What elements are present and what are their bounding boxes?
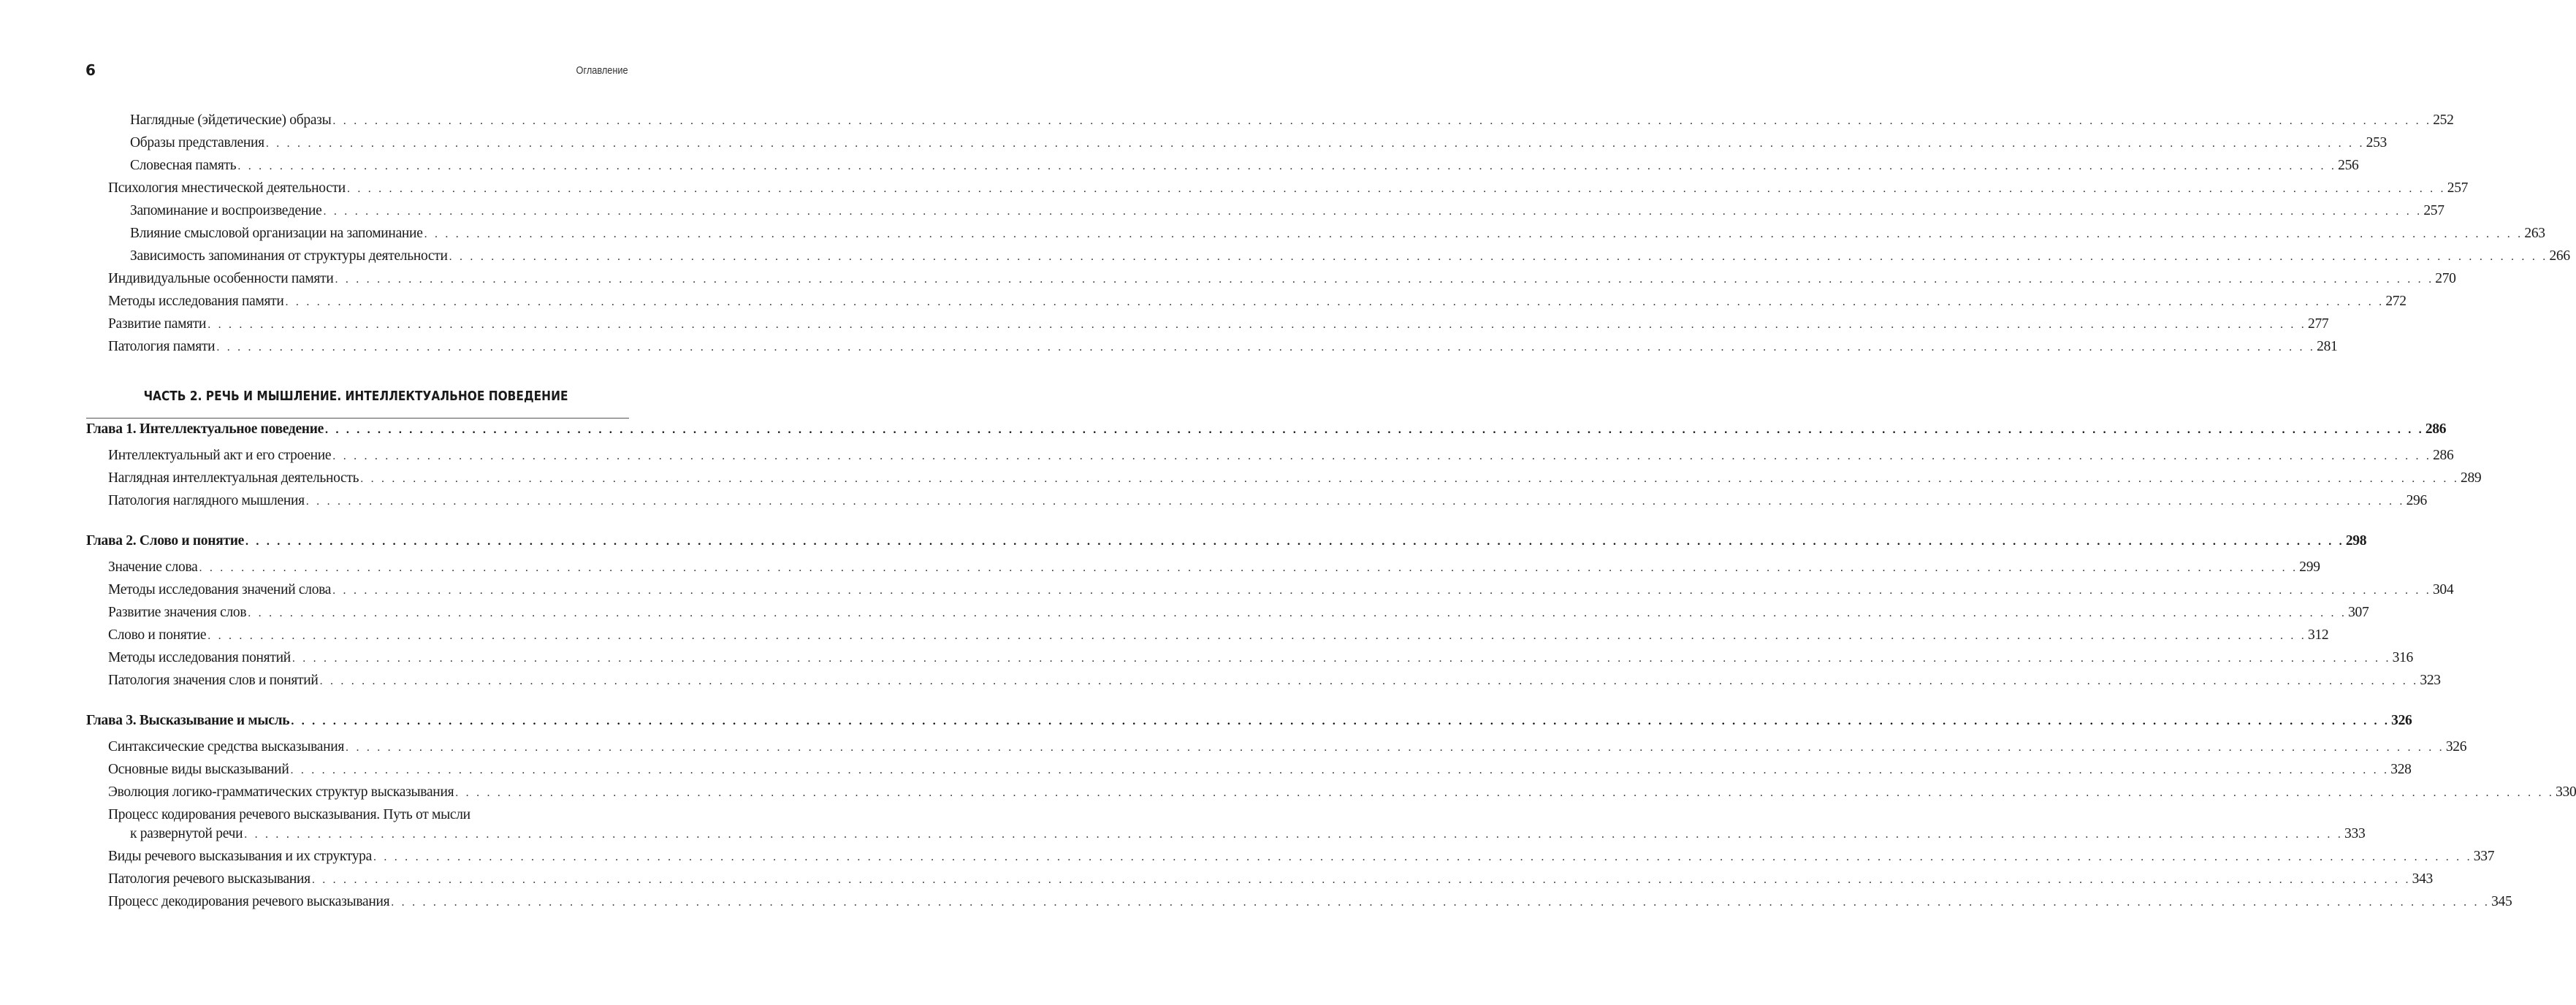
dot-leader: . . . . . . . . . . . . . . . . . . . . . . . . . . . . . . . . . . . . . . . . . . . . . . . . . . . . . . . . . . . . . . . . . . . . . . . . . . . . . . . . . . . . . . . . . . . . . . . . . . . . . . . . . . . . . . . . . . . . . . . . . . . . . . . . . . . . . . . . . . . . . . . . . . . . . . . . . . . . . . . . . . . . . . . . . . . . . . . . . . . . . . . . . . . . . . . . . . . . . . . . [244,828,2344,841]
toc-entry[interactable] [86,762,2412,784]
dot-leader: . . . . . . . . . . . . . . . . . . . . . . . . . . . . . . . . . . . . . . . . . . . . . . . . . . . . . . . . . . . . . . . . . . . . . . . . . . . . . . . . . . . . . . . . . . . . . . . . . . . . . . . . . . . . . . . . . . . . . . . . . . . . . . . . . . . . . . . . . . . . . . . . . . . . . . . . . . . . . . . . . . . . . . . . . . . . . . . . . . . . . . . . . . . . . . . . . . . . . . . . [391,896,2491,909]
toc-entry[interactable] [86,849,2495,871]
toc-entry-title: Значение слова [108,559,198,575]
toc-entry[interactable] [86,271,2456,294]
toc-page-number: 326 [2445,739,2467,754]
toc-page-number: 343 [2412,871,2434,887]
toc-section-part2 [86,421,2576,917]
toc-entry-title: Методы исследования памяти [108,294,284,309]
toc-page-number: 337 [2473,849,2495,864]
dot-leader: . . . . . . . . . . . . . . . . . . . . . . . . . . . . . . . . . . . . . . . . . . . . . . . . . . . . . . . . . . . . . . . . . . . . . . . . . . . . . . . . . . . . . . . . . . . . . . . . . . . . . . . . . . . . . . . . . . . . . . . . . . . . . . . . . . . . . . . . . . . . . . . . . . . . . . . . . . . . . . . . . . . . . . . . . . . . . . . . . . . . . . . . . . . . . . . . . . . . . . . . [449,251,2548,263]
toc-entry[interactable] [86,158,2359,180]
toc-entry[interactable] [86,316,2329,339]
toc-entry-title: Наглядная интеллектуальная деятельность [108,470,359,486]
dot-leader: . . . . . . . . . . . . . . . . . . . . . . . . . . . . . . . . . . . . . . . . . . . . . . . . . . . . . . . . . . . . . . . . . . . . . . . . . . . . . . . . . . . . . . . . . . . . . . . . . . . . . . . . . . . . . . . . . . . . . . . . . . . . . . . . . . . . . . . . . . . . . . . . . . . . . . . . . . . . . . . . . . . . . . . . . . . . . . . . . . . . . . . . . . . . . . . . . . . . . . . . [290,764,2390,776]
toc-page-number: 345 [2491,894,2512,909]
dot-leader: . . . . . . . . . . . . . . . . . . . . . . . . . . . . . . . . . . . . . . . . . . . . . . . . . . . . . . . . . . . . . . . . . . . . . . . . . . . . . . . . . . . . . . . . . . . . . . . . . . . . . . . . . . . . . . . . . . . . . . . . . . . . . . . . . . . . . . . . . . . . . . . . . . . . . . . . . . . . . . . . . . . . . . . . . . . . . . . . . . . . . . . . . . . . . . . . . . . . . . . . [335,273,2434,286]
toc-page-number: 316 [2392,650,2414,665]
dot-leader: . . . . . . . . . . . . . . . . . . . . . . . . . . . . . . . . . . . . . . . . . . . . . . . . . . . . . . . . . . . . . . . . . . . . . . . . . . . . . . . . . . . . . . . . . . . . . . . . . . . . . . . . . . . . . . . . . . . . . . . . . . . . . . . . . . . . . . . . . . . . . . . . . . . . . . . . . . . . . . . . . . . . . . . . . . . . . . . . . . . . . . . . . . . . . . . . . . . . . . . . [424,228,2523,240]
toc-entry[interactable] [86,871,2434,894]
toc-chapter-entry[interactable] [86,713,2412,739]
dot-leader: . . . . . . . . . . . . . . . . . . . . . . . . . . . . . . . . . . . . . . . . . . . . . . . . . . . . . . . . . . . . . . . . . . . . . . . . . . . . . . . . . . . . . . . . . . . . . . . . . . . . . . . . . . . . . . . . . . . . . . . . . . . . . . . . . . . . . . . . . . . . . . . . . . . . . . . . . . . . . . . . . . . . . . . . . . . . . . . . . . . . . . . . . . . . . . . . . . . . . . . . [291,715,2390,727]
toc-page-number: 298 [2345,533,2367,549]
running-title: Оглавление [576,64,628,77]
toc-entry[interactable] [86,180,2469,203]
toc-entry[interactable] [86,559,2320,582]
toc-page-number: 253 [2366,135,2388,150]
toc-page-number: 257 [2447,180,2469,196]
toc-entry-title: Слово и понятие [108,627,207,643]
toc-page-number: 299 [2299,559,2320,575]
toc-entry[interactable] [86,294,2407,316]
toc-entry-title: Глава 1. Интеллектуальное поведение [86,421,324,437]
toc-page-number: 286 [2433,448,2454,463]
toc-entry-title: Глава 3. Высказывание и мысль [86,713,290,728]
toc-entry[interactable] [86,248,2570,271]
toc-page-number: 333 [2344,826,2366,841]
toc-entry[interactable] [86,203,2444,226]
toc-page-number: 286 [2425,421,2447,437]
dot-leader: . . . . . . . . . . . . . . . . . . . . . . . . . . . . . . . . . . . . . . . . . . . . . . . . . . . . . . . . . . . . . . . . . . . . . . . . . . . . . . . . . . . . . . . . . . . . . . . . . . . . . . . . . . . . . . . . . . . . . . . . . . . . . . . . . . . . . . . . . . . . . . . . . . . . . . . . . . . . . . . . . . . . . . . . . . . . . . . . . . . . . . . . . . . . . . . . . . . . . . . . [291,652,2391,665]
toc-entry[interactable] [86,673,2441,695]
part-title-text: ЧАСТЬ 2. РЕЧЬ И МЫШЛЕНИЕ. ИНТЕЛЛЕКТУАЛЬНОЕ ПОВЕДЕНИЕ [143,389,568,404]
toc-entry[interactable] [86,739,2467,762]
dot-leader: . . . . . . . . . . . . . . . . . . . . . . . . . . . . . . . . . . . . . . . . . . . . . . . . . . . . . . . . . . . . . . . . . . . . . . . . . . . . . . . . . . . . . . . . . . . . . . . . . . . . . . . . . . . . . . . . . . . . . . . . . . . . . . . . . . . . . . . . . . . . . . . . . . . . . . . . . . . . . . . . . . . . . . . . . . . . . . . . . . . . . . . . . . . . . . . . . . . . . . . . [325,424,2424,436]
dot-leader: . . . . . . . . . . . . . . . . . . . . . . . . . . . . . . . . . . . . . . . . . . . . . . . . . . . . . . . . . . . . . . . . . . . . . . . . . . . . . . . . . . . . . . . . . . . . . . . . . . . . . . . . . . . . . . . . . . . . . . . . . . . . . . . . . . . . . . . . . . . . . . . . . . . . . . . . . . . . . . . . . . . . . . . . . . . . . . . . . . . . . . . . . . . . . . . . . . . . . . . . [323,205,2423,218]
toc-entry-title: Интеллектуальный акт и его строение [108,448,332,463]
toc-entry-title: Патология памяти [108,339,216,354]
toc-entry[interactable] [86,226,2545,248]
toc-page-number: 277 [2308,316,2329,332]
toc-entry-title: Влияние смысловой организации на запоминание [130,226,423,241]
toc-section-memory [86,112,2570,362]
toc-page-number: 330 [2556,784,2576,800]
toc-entry[interactable] [86,650,2414,673]
toc-entry-title-cont: к развернутой речи [130,826,243,841]
dot-leader: . . . . . . . . . . . . . . . . . . . . . . . . . . . . . . . . . . . . . . . . . . . . . . . . . . . . . . . . . . . . . . . . . . . . . . . . . . . . . . . . . . . . . . . . . . . . . . . . . . . . . . . . . . . . . . . . . . . . . . . . . . . . . . . . . . . . . . . . . . . . . . . . . . . . . . . . . . . . . . . . . . . . . . . . . . . . . . . . . . . . . . . . . . . . . . . . . . . . . . . . [311,874,2411,886]
toc-entry-title: Основные виды высказываний [108,762,289,777]
toc-entry-title: Эволюция логико-грамматических структур высказывания [108,784,454,800]
toc-page-number: 263 [2524,226,2545,241]
toc-page-number: 281 [2317,339,2338,354]
toc-entry-title: Методы исследования понятий [108,650,291,665]
dot-leader: . . . . . . . . . . . . . . . . . . . . . . . . . . . . . . . . . . . . . . . . . . . . . . . . . . . . . . . . . . . . . . . . . . . . . . . . . . . . . . . . . . . . . . . . . . . . . . . . . . . . . . . . . . . . . . . . . . . . . . . . . . . . . . . . . . . . . . . . . . . . . . . . . . . . . . . . . . . . . . . . . . . . . . . . . . . . . . . . . . . . . . . . . . . . . . . . . . . . . . . . [237,160,2337,172]
dot-leader: . . . . . . . . . . . . . . . . . . . . . . . . . . . . . . . . . . . . . . . . . . . . . . . . . . . . . . . . . . . . . . . . . . . . . . . . . . . . . . . . . . . . . . . . . . . . . . . . . . . . . . . . . . . . . . . . . . . . . . . . . . . . . . . . . . . . . . . . . . . . . . . . . . . . . . . . . . . . . . . . . . . . . . . . . . . . . . . . . . . . . . . . . . . . . . . . . . . . . . . . [360,473,2460,485]
toc-entry-title: Зависимость запоминания от структуры деятельности [130,248,448,264]
toc-entry-title: Патология значения слов и понятий [108,673,319,688]
dot-leader: . . . . . . . . . . . . . . . . . . . . . . . . . . . . . . . . . . . . . . . . . . . . . . . . . . . . . . . . . . . . . . . . . . . . . . . . . . . . . . . . . . . . . . . . . . . . . . . . . . . . . . . . . . . . . . . . . . . . . . . . . . . . . . . . . . . . . . . . . . . . . . . . . . . . . . . . . . . . . . . . . . . . . . . . . . . . . . . . . . . . . . . . . . . . . . . . . . . . . . . . [332,450,2432,462]
dot-leader: . . . . . . . . . . . . . . . . . . . . . . . . . . . . . . . . . . . . . . . . . . . . . . . . . . . . . . . . . . . . . . . . . . . . . . . . . . . . . . . . . . . . . . . . . . . . . . . . . . . . . . . . . . . . . . . . . . . . . . . . . . . . . . . . . . . . . . . . . . . . . . . . . . . . . . . . . . . . . . . . . . . . . . . . . . . . . . . . . . . . . . . . . . . . . . . . . . . . . . . . [207,630,2307,642]
toc-entry-line2 [108,826,2366,849]
toc-page-number: 266 [2549,248,2570,264]
toc-entry-title: Развитие значения слов [108,605,247,620]
toc-entry[interactable] [86,135,2388,158]
toc-entry-title: Синтаксические средства высказывания [108,739,345,754]
toc-entry-title: Развитие памяти [108,316,207,332]
toc-entry-title: Виды речевого высказывания и их структура [108,849,372,864]
dot-leader: . . . . . . . . . . . . . . . . . . . . . . . . . . . . . . . . . . . . . . . . . . . . . . . . . . . . . . . . . . . . . . . . . . . . . . . . . . . . . . . . . . . . . . . . . . . . . . . . . . . . . . . . . . . . . . . . . . . . . . . . . . . . . . . . . . . . . . . . . . . . . . . . . . . . . . . . . . . . . . . . . . . . . . . . . . . . . . . . . . . . . . . . . . . . . . . . . . . . . . . . [248,607,2347,619]
toc-page-number: 252 [2433,112,2454,128]
toc-entry-title: Запоминание и воспроизведение [130,203,322,218]
toc-entry-title: Патология речевого высказывания [108,871,310,887]
toc-entry[interactable] [86,493,2427,516]
toc-entry-title: Индивидуальные особенности памяти [108,271,334,286]
dot-leader: . . . . . . . . . . . . . . . . . . . . . . . . . . . . . . . . . . . . . . . . . . . . . . . . . . . . . . . . . . . . . . . . . . . . . . . . . . . . . . . . . . . . . . . . . . . . . . . . . . . . . . . . . . . . . . . . . . . . . . . . . . . . . . . . . . . . . . . . . . . . . . . . . . . . . . . . . . . . . . . . . . . . . . . . . . . . . . . . . . . . . . . . . . . . . . . . . . . . . . . . [346,741,2444,754]
toc-page-number: 272 [2385,294,2407,309]
dot-leader: . . . . . . . . . . . . . . . . . . . . . . . . . . . . . . . . . . . . . . . . . . . . . . . . . . . . . . . . . . . . . . . . . . . . . . . . . . . . . . . . . . . . . . . . . . . . . . . . . . . . . . . . . . . . . . . . . . . . . . . . . . . . . . . . . . . . . . . . . . . . . . . . . . . . . . . . . . . . . . . . . . . . . . . . . . . . . . . . . . . . . . . . . . . . . . . . . . . . . . . . [216,341,2316,354]
dot-leader: . . . . . . . . . . . . . . . . . . . . . . . . . . . . . . . . . . . . . . . . . . . . . . . . . . . . . . . . . . . . . . . . . . . . . . . . . . . . . . . . . . . . . . . . . . . . . . . . . . . . . . . . . . . . . . . . . . . . . . . . . . . . . . . . . . . . . . . . . . . . . . . . . . . . . . . . . . . . . . . . . . . . . . . . . . . . . . . . . . . . . . . . . . . . . . . . . . . . . . . . [265,137,2365,150]
toc-entry[interactable] [86,894,2512,917]
dot-leader: . . . . . . . . . . . . . . . . . . . . . . . . . . . . . . . . . . . . . . . . . . . . . . . . . . . . . . . . . . . . . . . . . . . . . . . . . . . . . . . . . . . . . . . . . . . . . . . . . . . . . . . . . . . . . . . . . . . . . . . . . . . . . . . . . . . . . . . . . . . . . . . . . . . . . . . . . . . . . . . . . . . . . . . . . . . . . . . . . . . . . . . . . . . . . . . . . . . . . . . . [332,584,2431,597]
toc-entry[interactable] [86,448,2454,470]
toc-page-number: 307 [2348,605,2369,620]
toc-entry[interactable] [86,807,2366,849]
toc-entry[interactable] [86,605,2369,627]
toc-page-number: 328 [2390,762,2412,777]
toc-entry-title: Глава 2. Слово и понятие [86,533,245,549]
toc-page-number: 257 [2423,203,2444,218]
dot-leader: . . . . . . . . . . . . . . . . . . . . . . . . . . . . . . . . . . . . . . . . . . . . . . . . . . . . . . . . . . . . . . . . . . . . . . . . . . . . . . . . . . . . . . . . . . . . . . . . . . . . . . . . . . . . . . . . . . . . . . . . . . . . . . . . . . . . . . . . . . . . . . . . . . . . . . . . . . . . . . . . . . . . . . . . . . . . . . . . . . . . . . . . . . . . . . . . . . . . . . . . [207,318,2307,331]
page-number: 6 [85,61,96,79]
toc-page-number: 289 [2461,470,2482,486]
toc-entry[interactable] [86,470,2482,493]
toc-page-number: 312 [2308,627,2329,643]
toc-chapter-entry[interactable] [86,421,2447,448]
toc-entry-title: Процесс декодирования речевого высказывания [108,894,390,909]
toc-entry-title: Процесс кодирования речевого высказывания. Путь от мысли [108,807,470,822]
toc-entry-title: Методы исследования значений слова [108,582,332,597]
toc-entry-title: Патология наглядного мышления [108,493,305,508]
toc-entry[interactable] [86,582,2454,605]
toc-page-number: 304 [2432,582,2454,597]
toc-entry[interactable] [86,627,2329,650]
dot-leader: . . . . . . . . . . . . . . . . . . . . . . . . . . . . . . . . . . . . . . . . . . . . . . . . . . . . . . . . . . . . . . . . . . . . . . . . . . . . . . . . . . . . . . . . . . . . . . . . . . . . . . . . . . . . . . . . . . . . . . . . . . . . . . . . . . . . . . . . . . . . . . . . . . . . . . . . . . . . . . . . . . . . . . . . . . . . . . . . . . . . . . . . . . . . . . . . . . . . . . . . [346,183,2446,195]
toc-page-number: 323 [2420,673,2441,688]
divider [86,418,629,419]
toc-page-number: 296 [2406,493,2427,508]
toc-page-number: 326 [2391,713,2412,728]
dot-leader: . . . . . . . . . . . . . . . . . . . . . . . . . . . . . . . . . . . . . . . . . . . . . . . . . . . . . . . . . . . . . . . . . . . . . . . . . . . . . . . . . . . . . . . . . . . . . . . . . . . . . . . . . . . . . . . . . . . . . . . . . . . . . . . . . . . . . . . . . . . . . . . . . . . . . . . . . . . . . . . . . . . . . . . . . . . . . . . . . . . . . . . . . . . . . . . . . . . . . . . . [245,535,2344,548]
toc-entry[interactable] [86,784,2576,807]
part-title [0,389,712,404]
toc-page-number: 256 [2338,158,2359,173]
toc-page-number: 270 [2435,271,2456,286]
toc-entry-title: Словесная память [130,158,237,173]
dot-leader: . . . . . . . . . . . . . . . . . . . . . . . . . . . . . . . . . . . . . . . . . . . . . . . . . . . . . . . . . . . . . . . . . . . . . . . . . . . . . . . . . . . . . . . . . . . . . . . . . . . . . . . . . . . . . . . . . . . . . . . . . . . . . . . . . . . . . . . . . . . . . . . . . . . . . . . . . . . . . . . . . . . . . . . . . . . . . . . . . . . . . . . . . . . . . . . . . . . . . . . . [332,115,2432,127]
toc-entry[interactable] [86,339,2338,362]
toc-entry-title: Образы представления [130,135,264,150]
toc-entry-title: Наглядные (эйдетические) образы [130,112,332,128]
dot-leader: . . . . . . . . . . . . . . . . . . . . . . . . . . . . . . . . . . . . . . . . . . . . . . . . . . . . . . . . . . . . . . . . . . . . . . . . . . . . . . . . . . . . . . . . . . . . . . . . . . . . . . . . . . . . . . . . . . . . . . . . . . . . . . . . . . . . . . . . . . . . . . . . . . . . . . . . . . . . . . . . . . . . . . . . . . . . . . . . . . . . . . . . . . . . . . . . . . . . . . . . [199,562,2298,574]
toc-entry[interactable] [86,112,2454,135]
toc-entry-title: Психология мнестической деятельности [108,180,346,196]
dot-leader: . . . . . . . . . . . . . . . . . . . . . . . . . . . . . . . . . . . . . . . . . . . . . . . . . . . . . . . . . . . . . . . . . . . . . . . . . . . . . . . . . . . . . . . . . . . . . . . . . . . . . . . . . . . . . . . . . . . . . . . . . . . . . . . . . . . . . . . . . . . . . . . . . . . . . . . . . . . . . . . . . . . . . . . . . . . . . . . . . . . . . . . . . . . . . . . . . . . . . . . . [305,495,2405,508]
dot-leader: . . . . . . . . . . . . . . . . . . . . . . . . . . . . . . . . . . . . . . . . . . . . . . . . . . . . . . . . . . . . . . . . . . . . . . . . . . . . . . . . . . . . . . . . . . . . . . . . . . . . . . . . . . . . . . . . . . . . . . . . . . . . . . . . . . . . . . . . . . . . . . . . . . . . . . . . . . . . . . . . . . . . . . . . . . . . . . . . . . . . . . . . . . . . . . . . . . . . . . . . [455,787,2555,799]
dot-leader: . . . . . . . . . . . . . . . . . . . . . . . . . . . . . . . . . . . . . . . . . . . . . . . . . . . . . . . . . . . . . . . . . . . . . . . . . . . . . . . . . . . . . . . . . . . . . . . . . . . . . . . . . . . . . . . . . . . . . . . . . . . . . . . . . . . . . . . . . . . . . . . . . . . . . . . . . . . . . . . . . . . . . . . . . . . . . . . . . . . . . . . . . . . . . . . . . . . . . . . . [285,296,2385,308]
toc-chapter-entry[interactable] [86,533,2367,559]
dot-leader: . . . . . . . . . . . . . . . . . . . . . . . . . . . . . . . . . . . . . . . . . . . . . . . . . . . . . . . . . . . . . . . . . . . . . . . . . . . . . . . . . . . . . . . . . . . . . . . . . . . . . . . . . . . . . . . . . . . . . . . . . . . . . . . . . . . . . . . . . . . . . . . . . . . . . . . . . . . . . . . . . . . . . . . . . . . . . . . . . . . . . . . . . . . . . . . . . . . . . . . . [319,675,2419,687]
dot-leader: . . . . . . . . . . . . . . . . . . . . . . . . . . . . . . . . . . . . . . . . . . . . . . . . . . . . . . . . . . . . . . . . . . . . . . . . . . . . . . . . . . . . . . . . . . . . . . . . . . . . . . . . . . . . . . . . . . . . . . . . . . . . . . . . . . . . . . . . . . . . . . . . . . . . . . . . . . . . . . . . . . . . . . . . . . . . . . . . . . . . . . . . . . . . . . . . . . . . . . . . [373,851,2472,863]
